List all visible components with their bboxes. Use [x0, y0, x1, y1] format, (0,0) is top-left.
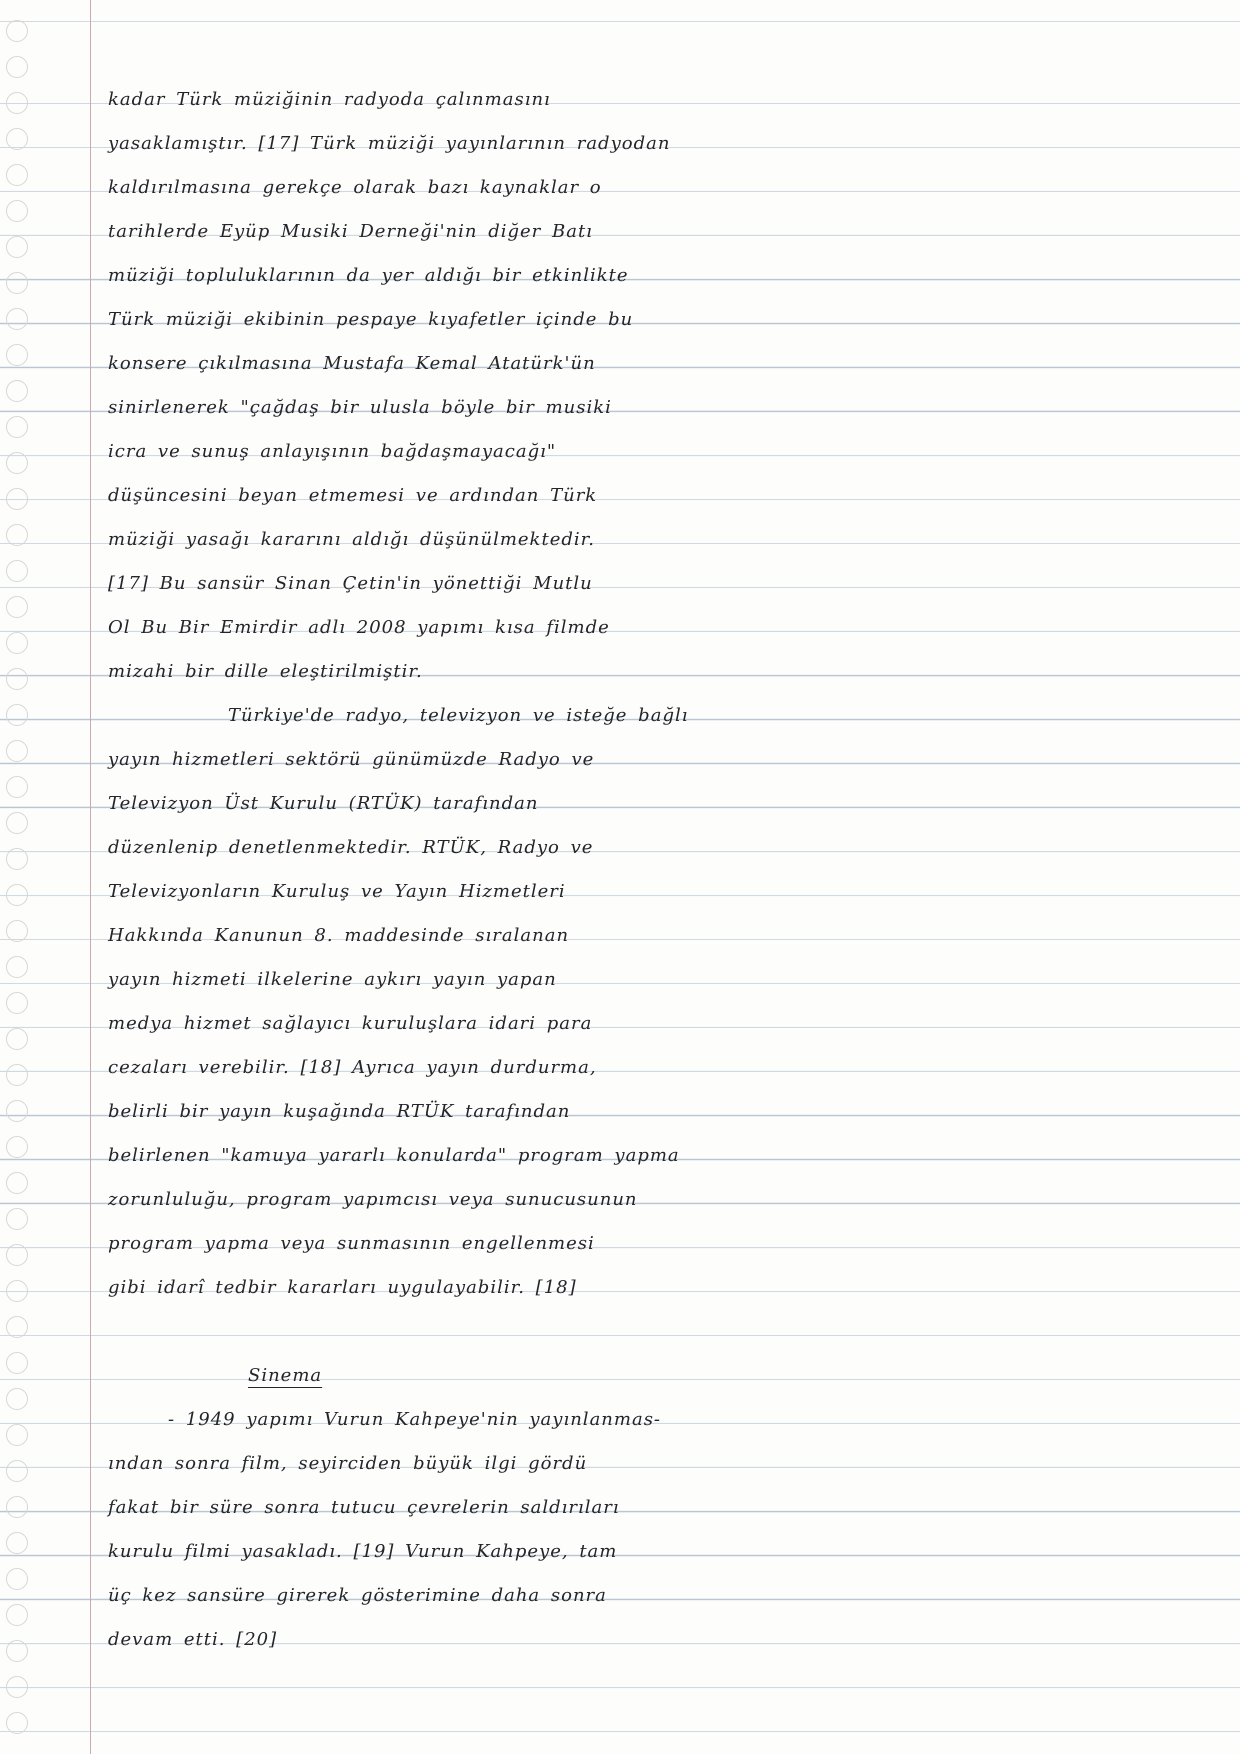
hole-punch	[6, 1712, 28, 1734]
text-line: - 1949 yapımı Vurun Kahpeye'nin yayınlanmas-	[168, 1409, 662, 1430]
text-line: düşüncesini beyan etmemesi ve ardından Türk	[108, 485, 598, 506]
hole-punch	[6, 308, 28, 330]
text-line: Hakkında Kanunun 8. maddesinde sıralanan	[108, 925, 570, 946]
text-line: fakat bir süre sonra tutucu çevrelerin saldırıları	[108, 1497, 620, 1518]
text-line: üç kez sansüre girerek gösterimine daha sonra	[108, 1585, 607, 1606]
hole-punch	[6, 1064, 28, 1086]
hole-punch	[6, 848, 28, 870]
text-line: [17] Bu sansür Sinan Çetin'in yönettiği Mutlu	[108, 573, 593, 594]
text-line: sinirlenerek "çağdaş bir ulusla böyle bir musiki	[108, 397, 612, 418]
text-line: düzenlenip denetlenmektedir. RTÜK, Radyo ve	[108, 837, 594, 858]
hole-punch	[6, 200, 28, 222]
hole-punch	[6, 344, 28, 366]
text-line: tarihlerde Eyüp Musiki Derneği'nin diğer Batı	[108, 221, 593, 242]
blank-line	[108, 1310, 1218, 1354]
margin-line	[90, 0, 91, 1754]
hole-punch	[6, 1640, 28, 1662]
text-line: Türkiye'de radyo, televizyon ve isteğe bağlı	[228, 705, 689, 726]
text-line: icra ve sunuş anlayışının bağdaşmayacağı"	[108, 441, 557, 462]
hole-punch	[6, 1208, 28, 1230]
hole-punch	[6, 596, 28, 618]
hole-punch	[6, 452, 28, 474]
hole-punch	[6, 1460, 28, 1482]
text-line: müziği yasağı kararını aldığı düşünülmektedir.	[108, 529, 595, 550]
section-heading-line	[108, 1354, 1218, 1398]
text-line: belirli bir yayın kuşağında RTÜK tarafından	[108, 1101, 571, 1122]
text-line: yasaklamıştır. [17] Türk müziği yayınlarının radyodan	[108, 133, 671, 154]
hole-punch	[6, 524, 28, 546]
hole-punch	[6, 1028, 28, 1050]
text-line: zorunluluğu, program yapımcısı veya sunucusunun	[108, 1189, 638, 1210]
text-line: Televizyonların Kuruluş ve Yayın Hizmetleri	[108, 881, 566, 902]
hole-punch	[6, 272, 28, 294]
hole-punch	[6, 560, 28, 582]
section-heading: Sinema	[248, 1365, 323, 1386]
hole-punch	[6, 1388, 28, 1410]
hole-punch	[6, 740, 28, 762]
paragraph-3	[108, 1398, 1218, 1662]
text-line: müziği topluluklarının da yer aldığı bir etkinlikte	[108, 265, 629, 286]
hole-punch	[6, 20, 28, 42]
hole-punches	[6, 20, 30, 1740]
hole-punch	[6, 776, 28, 798]
hole-punch	[6, 56, 28, 78]
hole-punch	[6, 812, 28, 834]
text-line: belirlenen "kamuya yararlı konularda" program yapma	[108, 1145, 680, 1166]
hole-punch	[6, 1316, 28, 1338]
hole-punch	[6, 1496, 28, 1518]
hole-punch	[6, 164, 28, 186]
paragraph-1	[108, 78, 1218, 694]
hole-punch	[6, 236, 28, 258]
hole-punch	[6, 128, 28, 150]
hole-punch	[6, 1424, 28, 1446]
hole-punch	[6, 1280, 28, 1302]
text-line: medya hizmet sağlayıcı kuruluşlara idari para	[108, 1013, 593, 1034]
hole-punch	[6, 992, 28, 1014]
text-line: mizahi bir dille eleştirilmiştir.	[108, 661, 423, 682]
hole-punch	[6, 1136, 28, 1158]
text-line: kadar Türk müziğinin radyoda çalınmasını	[108, 89, 551, 110]
text-line: devam etti. [20]	[108, 1629, 278, 1650]
hole-punch	[6, 92, 28, 114]
text-line: ından sonra film, seyirciden büyük ilgi gördü	[108, 1453, 588, 1474]
text-line: program yapma veya sunmasının engellenmesi	[108, 1233, 595, 1254]
text-line: gibi idarî tedbir kararları uygulayabilir. [18]	[108, 1277, 577, 1298]
hole-punch	[6, 1172, 28, 1194]
hole-punch	[6, 920, 28, 942]
hole-punch	[6, 632, 28, 654]
hole-punch	[6, 1676, 28, 1698]
text-line: cezaları verebilir. [18] Ayrıca yayın durdurma,	[108, 1057, 597, 1078]
text-line: yayın hizmetleri sektörü günümüzde Radyo ve	[108, 749, 595, 770]
text-line: Televizyon Üst Kurulu (RTÜK) tarafından	[108, 793, 539, 814]
hole-punch	[6, 1568, 28, 1590]
hole-punch	[6, 704, 28, 726]
text-line: Ol Bu Bir Emirdir adlı 2008 yapımı kısa filmde	[108, 617, 610, 638]
hole-punch	[6, 1532, 28, 1554]
hole-punch	[6, 1352, 28, 1374]
text-line: Türk müziği ekibinin pespaye kıyafetler içinde bu	[108, 309, 634, 330]
text-line: konsere çıkılmasına Mustafa Kemal Atatürk'ün	[108, 353, 596, 374]
text-line: kaldırılmasına gerekçe olarak bazı kaynaklar o	[108, 177, 602, 198]
handwritten-text	[108, 78, 1218, 1662]
text-line: yayın hizmeti ilkelerine aykırı yayın yapan	[108, 969, 557, 990]
hole-punch	[6, 380, 28, 402]
hole-punch	[6, 884, 28, 906]
text-line: kurulu filmi yasakladı. [19] Vurun Kahpeye, tam	[108, 1541, 618, 1562]
hole-punch	[6, 488, 28, 510]
hole-punch	[6, 416, 28, 438]
hole-punch	[6, 956, 28, 978]
paragraph-2	[108, 694, 1218, 1310]
hole-punch	[6, 1244, 28, 1266]
hole-punch	[6, 1100, 28, 1122]
hole-punch	[6, 1604, 28, 1626]
hole-punch	[6, 668, 28, 690]
